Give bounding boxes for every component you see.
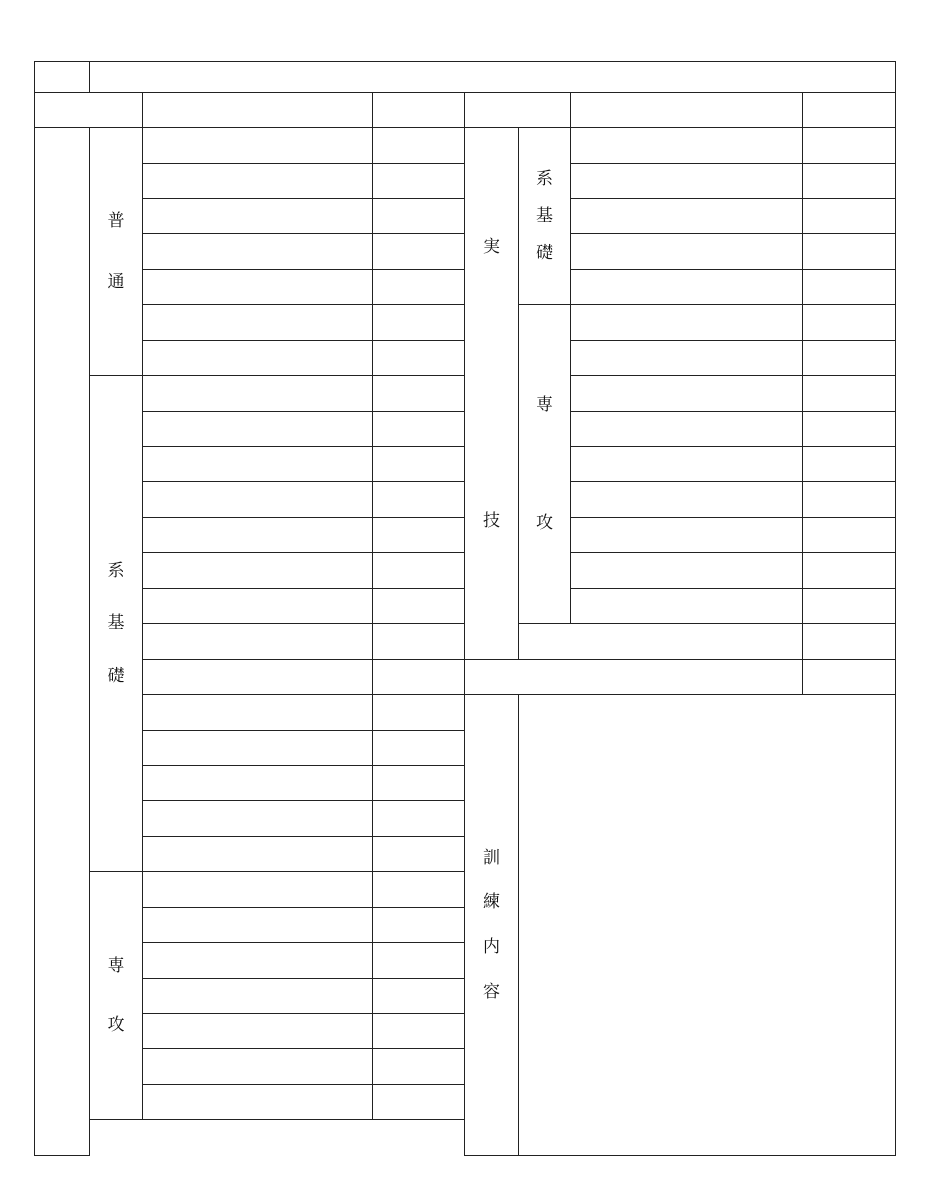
right-subject-name (571, 553, 803, 588)
left-subject-name (143, 1014, 373, 1049)
category-basic-text-char: 礎 (107, 666, 125, 687)
left-subject-name (143, 234, 373, 269)
left-subject-hours (373, 907, 465, 942)
left-subject-hours (373, 234, 465, 269)
left-subject-hours (373, 943, 465, 978)
left-subject-hours (373, 411, 465, 446)
header-hours-left (373, 93, 465, 128)
right-subject-hours (803, 553, 896, 588)
left-subject-hours (373, 659, 465, 694)
left-subject-hours (373, 978, 465, 1013)
right-subject-name (571, 411, 803, 446)
left-subject-name (143, 411, 373, 446)
left-subject-name (143, 269, 373, 304)
header-kubun-right (465, 93, 571, 128)
spacer (107, 231, 126, 273)
jitsugi-bottom: 技 (483, 510, 500, 531)
grand-total-hours (803, 659, 896, 694)
right-subject-hours (803, 128, 896, 163)
left-subject-name (143, 198, 373, 233)
left-subject-hours (373, 517, 465, 552)
left-subject-name (143, 553, 373, 588)
grand-total-label (465, 659, 803, 694)
gakka-label (35, 128, 90, 1156)
category-jitsugi (465, 128, 519, 660)
left-subject-hours (373, 198, 465, 233)
right-subject-hours (803, 411, 896, 446)
category-basic-text-char: 基 (107, 613, 125, 634)
right-subtotal-label (571, 269, 803, 304)
right-category-major (519, 305, 571, 624)
left-subject-hours (373, 163, 465, 198)
right-subject-hours (803, 376, 896, 411)
spacer (482, 957, 501, 983)
left-subject-name (143, 624, 373, 659)
category-basic-text-char: 系 (107, 560, 125, 581)
category-basic (90, 376, 143, 872)
left-subject-hours (373, 872, 465, 907)
left-subject-name (143, 872, 373, 907)
left-subject-hours (373, 1049, 465, 1084)
spacer (482, 867, 501, 893)
left-subject-name (143, 588, 373, 623)
right-subject-name (571, 163, 803, 198)
right-subtotal-label (571, 588, 803, 623)
right-subject-name (571, 447, 803, 482)
header-kamoku-value (90, 62, 896, 93)
left-subject-hours (373, 376, 465, 411)
left-subtotal-hours (373, 1084, 465, 1119)
right-category-major-text (535, 396, 554, 533)
left-subject-hours (373, 1014, 465, 1049)
left-subject-name (143, 376, 373, 411)
category-general-text (107, 212, 126, 291)
category-general (90, 128, 143, 376)
right-subject-name (571, 305, 803, 340)
left-subtotal-label (143, 340, 373, 375)
left-subject-hours (373, 269, 465, 304)
header-subject-left (143, 93, 373, 128)
left-subject-name (143, 765, 373, 800)
right-category-basic (519, 128, 571, 305)
left-subject-name (143, 801, 373, 836)
left-subject-name (143, 517, 373, 552)
left-subject-name (143, 978, 373, 1013)
right-total-hours (803, 624, 896, 659)
left-subject-name (143, 305, 373, 340)
left-subject-hours (373, 695, 465, 730)
left-subject-hours (373, 128, 465, 163)
right-category-basic-text (535, 170, 554, 262)
right-subject-hours (803, 163, 896, 198)
spacer (535, 226, 554, 244)
spacer (107, 976, 126, 1016)
category-major (90, 872, 143, 1120)
left-subject-hours (373, 730, 465, 765)
left-subject-hours (373, 305, 465, 340)
curriculum-table (34, 61, 896, 1156)
right-subject-hours (803, 340, 896, 375)
left-subject-name (143, 128, 373, 163)
right-subtotal-hours (803, 269, 896, 304)
right-subtotal-hours (803, 588, 896, 623)
left-subject-hours (373, 482, 465, 517)
right-subject-name (571, 482, 803, 517)
right-subject-name (571, 234, 803, 269)
right-category-major-text-char: 攻 (536, 513, 553, 534)
spacer (535, 414, 554, 514)
right-category-basic-text-char: 系 (536, 169, 553, 190)
category-major-text (107, 957, 126, 1034)
left-subject-hours (373, 801, 465, 836)
right-category-basic-text-char: 基 (536, 205, 553, 226)
training-label-text-char: 訓 (483, 847, 500, 868)
category-basic-text (107, 562, 126, 686)
right-subject-name (571, 198, 803, 233)
left-subject-hours (373, 624, 465, 659)
training-label (465, 695, 519, 1156)
header-hours-right (803, 93, 896, 128)
left-subtotal-hours (373, 836, 465, 871)
training-label-text-char: 内 (483, 937, 500, 958)
left-subject-name (143, 1049, 373, 1084)
spacer (107, 580, 126, 614)
left-subject-name (143, 943, 373, 978)
left-subject-name (143, 482, 373, 517)
right-subject-hours (803, 517, 896, 552)
category-general-text-char: 通 (107, 271, 125, 292)
left-subject-hours (373, 588, 465, 623)
spacer (482, 912, 501, 938)
left-subtotal-label (143, 1084, 373, 1119)
right-category-major-text-char: 専 (536, 394, 553, 415)
spacer (535, 189, 554, 207)
left-subject-name (143, 659, 373, 694)
training-label-text (482, 849, 501, 1002)
category-general-text-char: 普 (107, 210, 125, 231)
right-subject-name (571, 340, 803, 375)
right-subject-hours (803, 198, 896, 233)
right-subject-name (571, 376, 803, 411)
left-subtotal-hours (373, 340, 465, 375)
left-subtotal-label (143, 836, 373, 871)
right-subject-hours (803, 305, 896, 340)
right-subject-name (571, 128, 803, 163)
left-subject-hours (373, 447, 465, 482)
right-subject-hours (803, 482, 896, 517)
training-label-text-char: 容 (483, 981, 500, 1002)
spacer (107, 633, 126, 667)
right-total-label (519, 624, 803, 659)
training-description (519, 695, 896, 1156)
right-subject-name (571, 517, 803, 552)
left-subject-hours (373, 765, 465, 800)
left-subject-name (143, 163, 373, 198)
left-subject-name (143, 730, 373, 765)
right-subject-hours (803, 447, 896, 482)
right-category-basic-text-char: 礎 (536, 242, 553, 263)
header-kamoku-label (35, 62, 90, 93)
header-kubun-left (35, 93, 143, 128)
category-major-text-char: 専 (107, 956, 125, 977)
left-subject-name (143, 695, 373, 730)
left-subject-hours (373, 553, 465, 588)
left-subject-name (143, 447, 373, 482)
jitsugi-top: 実 (483, 237, 500, 258)
category-major-text-char: 攻 (107, 1014, 125, 1035)
left-subject-name (143, 907, 373, 942)
right-subject-hours (803, 234, 896, 269)
header-subject-right (571, 93, 803, 128)
training-label-text-char: 練 (483, 892, 500, 913)
